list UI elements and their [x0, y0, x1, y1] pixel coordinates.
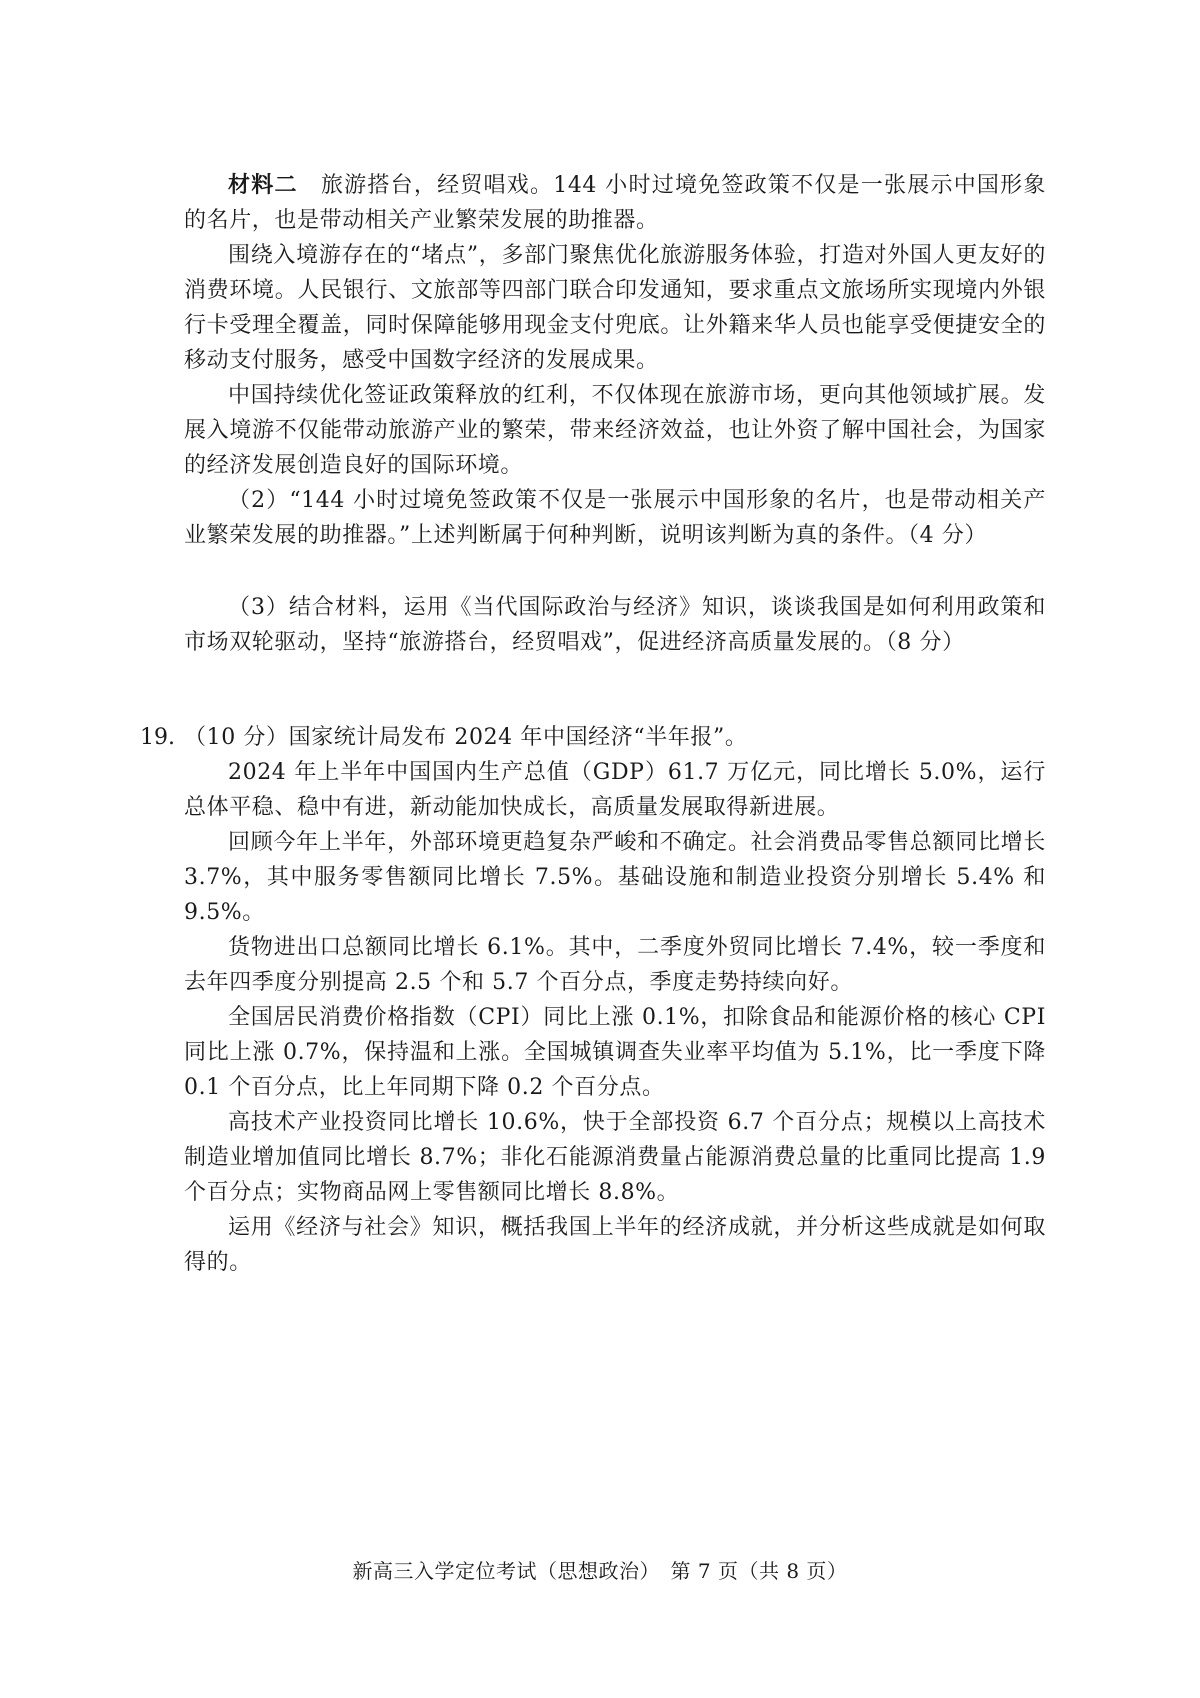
- question-3: （3）结合材料，运用《当代国际政治与经济》知识，谈谈我国是如何利用政策和市场双轮驱动，坚持“旅游搭台，经贸唱戏”，促进经济高质量发展的。（8 分）: [184, 595, 1046, 655]
- question-19-task: 运用《经济与社会》知识，概括我国上半年的经济成就，并分析这些成就是如何取得的。: [184, 1215, 1046, 1275]
- question-19-paragraph: 货物进出口总额同比增长 6.1%。其中，二季度外贸同比增长 7.4%，较一季度和去年四季度分别提高 2.5 个和 5.7 个百分点，季度走势持续向好。: [184, 935, 1046, 995]
- question-19-intro: （10 分）国家统计局发布 2024 年中国经济“半年报”。: [184, 725, 748, 750]
- material-2-paragraph: 围绕入境游存在的“堵点”，多部门聚焦优化旅游服务体验，打造对外国人更友好的消费环境。人民银行、文旅部等四部门联合印发通知，要求重点文旅场所实现境内外银行卡受理全覆盖，同时保障能够用现金支付兜底。让外籍来华人员也能享受便捷安全的移动支付服务，感受中国数字经济的发展成果。: [184, 243, 1046, 373]
- question-2: （2）“144 小时过境免签政策不仅是一张展示中国形象的名片，也是带动相关产业繁荣发展的助推器。”上述判断属于何种判断，说明该判断为真的条件。（4 分）: [184, 488, 1046, 548]
- question-19-number: 19.: [140, 725, 175, 750]
- page-footer: 新高三入学定位考试（思想政治） 第 7 页（共 8 页）: [352, 1559, 848, 1583]
- material-2-intro: [184, 168, 1046, 238]
- material-2-label: 材料二: [228, 172, 298, 198]
- question-19-paragraph: 高技术产业投资同比增长 10.6%，快于全部投资 6.7 个百分点；规模以上高技术制造业增加值同比增长 8.7%；非化石能源消费量占能源消费总量的比重同比提高 1.9 个百分点；实物商品网上零售额同比增长 8.8%。: [184, 1110, 1046, 1205]
- material-2-intro-text: 旅游搭台，经贸唱戏。144 小时过境免签政策不仅是一张展示中国形象的名片，也是带动相关产业繁荣发展的助推器。: [184, 173, 1046, 233]
- material-2-section: [184, 168, 1046, 553]
- material-2-paragraph: 中国持续优化签证政策释放的红利，不仅体现在旅游市场，更向其他领域扩展。发展入境游不仅能带动旅游产业的繁荣，带来经济效益，也让外资了解中国社会，为国家的经济发展创造良好的国际环境。: [184, 383, 1046, 478]
- question-19-paragraph: 回顾今年上半年，外部环境更趋复杂严峻和不确定。社会消费品零售总额同比增长 3.7%，其中服务零售额同比增长 7.5%。基础设施和制造业投资分别增长 5.4% 和 9.5%。: [184, 830, 1046, 925]
- question-19-paragraph: 2024 年上半年中国国内生产总值（GDP）61.7 万亿元，同比增长 5.0%，运行总体平稳、稳中有进，新动能加快成长，高质量发展取得新进展。: [184, 760, 1046, 820]
- question-19-paragraph: 全国居民消费价格指数（CPI）同比上涨 0.1%，扣除食品和能源价格的核心 CPI 同比上涨 0.7%，保持温和上涨。全国城镇调查失业率平均值为 5.1%，比一季度下降 0.1 个百分点，比上年同期下降 0.2 个百分点。: [184, 1005, 1046, 1100]
- question-19-section: [184, 720, 1046, 1280]
- question-3-section: [184, 590, 1046, 660]
